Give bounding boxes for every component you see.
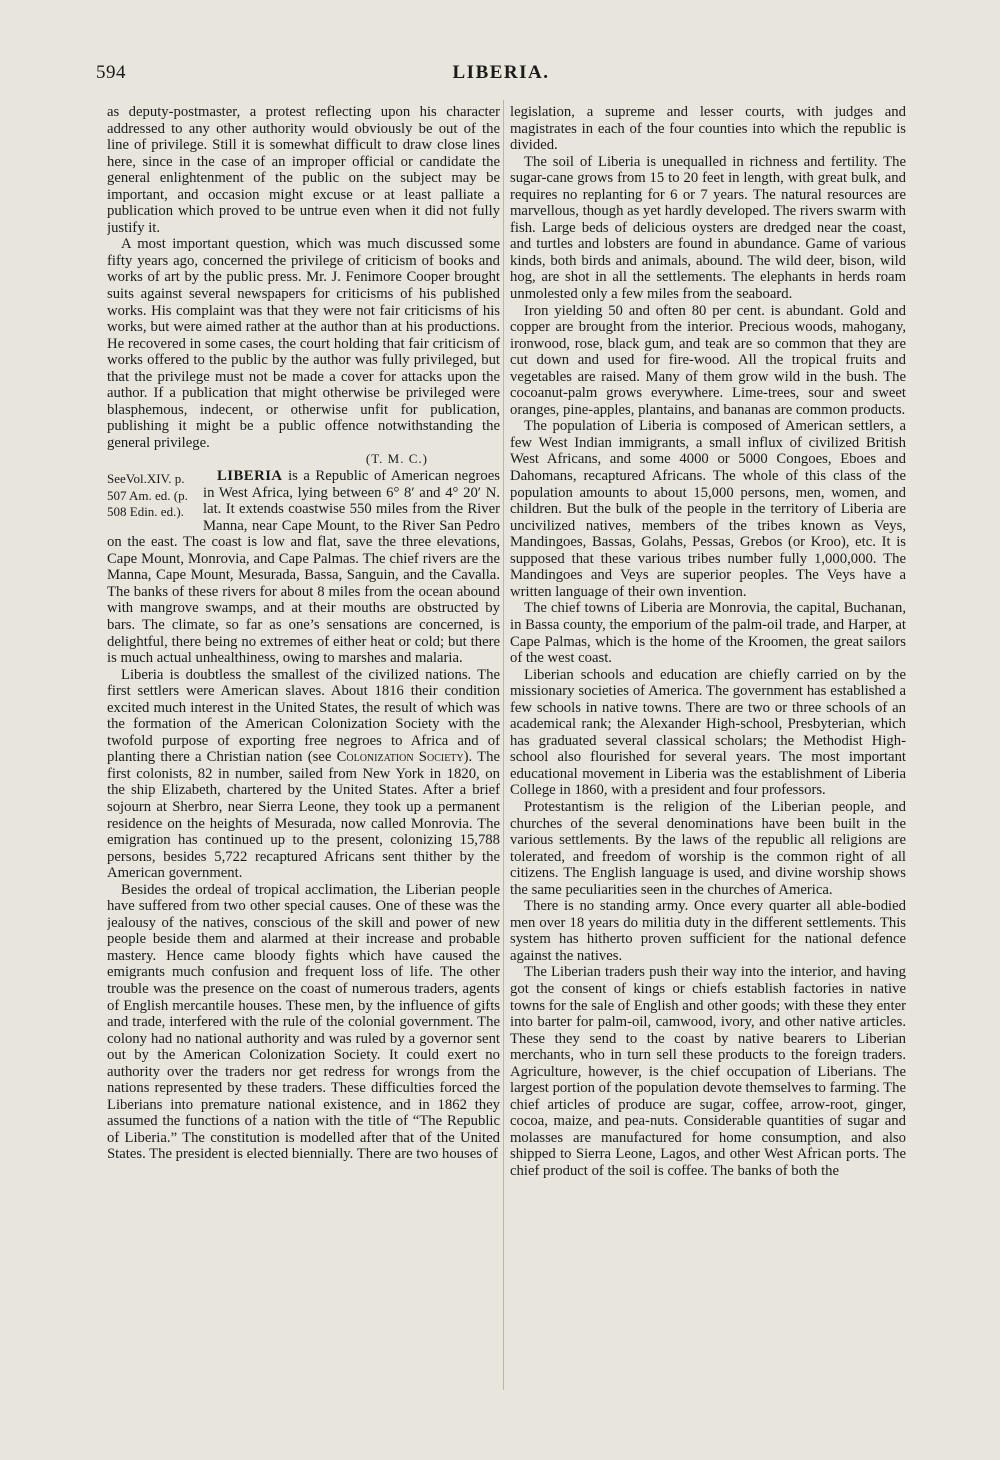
right-column bbox=[510, 104, 906, 1394]
paragraph: Iron yielding 50 and often 80 per cent. is abundant. Gold and copper are brought from the interior. Precious woods, mahogany, ironwood, rose, black gum, and teak are so common that they are cut down and used for fire-wood. All the tropical fruits and vegetables are raised. Many of them grow wild in the bush. The cocoanut-palm grows everywhere. Lime-trees, sour and sweet oranges, pine-apples, plantains, and bananas are common products. bbox=[510, 302, 906, 418]
liberia-entry-paragraph bbox=[107, 468, 500, 667]
paragraph: There is no standing army. Once every quarter all able-bodied men over 18 years do militia duty in the different settlements. This system has hitherto proven sufficient for the national defence against the natives. bbox=[510, 898, 906, 964]
author-signature: (T. M. C.) bbox=[365, 451, 428, 467]
paragraph: The Liberian traders push their way into the interior, and having got the consent of kings or chiefs establish factories in native towns for the sale of English and other goods; with these they enter into barter for palm-oil, camwood, ivory, and other native articles. These they send to the coast by native bearers to Liberian merchants, who in turn sell these products to the foreign traders. Agriculture, however, is the chief occupation of Liberians. The largest portion of the population devote themselves to farming. The chief articles of produce are sugar, coffee, arrow-root, ginger, cocoa, maize, and pea-nuts. Considerable quantities of sugar and molasses are manufactured for home consumption, and also shipped to Sierra Leone, Lagos, and other West African ports. The chief product of the soil is coffee. The banks of both the bbox=[510, 964, 906, 1179]
column-divider bbox=[503, 100, 504, 1390]
entry-heading: LIBERIA bbox=[217, 468, 283, 485]
paragraph bbox=[107, 667, 500, 882]
paragraph: The soil of Liberia is unequalled in richness and fertility. The sugar-cane grows from 15 to 20 feet in length, with great bulk, and requires no replanting for 6 or 7 years. The natural resources are marvellous, though as yet hardly developed. The rivers swarm with fish. Large beds of delicious oysters are dredged near the coast, and turtles and lobsters are found in abundance. Game of various kinds, both birds and animals, abound. The wild deer, bison, wild hog, are shot in all the settlements. The elephants in herds roam unmolested only a few miles from the seaboard. bbox=[510, 153, 906, 303]
cross-reference: Colonization Society bbox=[336, 749, 464, 766]
paragraph: Protestantism is the religion of the Liberian people, and churches of the several denominations have been built in the various settlements. By the laws of the republic all religions are tolerated, and freedom of worship is the common right of all citizens. The English language is used, and divine worship shows the same peculiarities seen in the churches of America. bbox=[510, 798, 906, 898]
text-run: Liberia is doubtless the smallest of the civilized nations. The first settlers were American slaves. About 1816 their condition excited much interest in the United States, the result of which was the formation of the American Colonization Society with the twofold purpose of exporting free negroes to Africa and of planting there a Christian nation (see bbox=[107, 666, 500, 766]
left-column bbox=[107, 104, 500, 1394]
marginal-note: SeeVol.XIV. p. 507 Am. ed. (p. 508 Edin. ed.). bbox=[107, 471, 188, 520]
paragraph: legislation, a supreme and lesser courts, with judges and magistrates in each of the four counties into which the republic is divided. bbox=[510, 104, 906, 154]
paragraph: as deputy-postmaster, a protest reflecting upon his character addressed to any other authority would obviously be out of the line of privilege. Still it is somewhat difficult to draw close lines here, since in the case of an improper official or candidate the general enlightenment of the public on the subject may be important, and occasion might excuse or at least palliate a publication which proved to be untrue even when it did not fully justify it. bbox=[107, 104, 500, 236]
text-run: ). The first colonists, 82 in number, sailed from New York in 1820, on the ship Elizabeth, chartered by the United States. After a brief sojourn at Sherbro, near Sierra Leone, they took up a permanent residence on the heights of Mesurada, now called Monrovia. The emigration has continued up to the present, colonizing 15,788 persons, besides 5,722 recaptured Africans sent thither by the American government. bbox=[107, 749, 500, 882]
paragraph: A most important question, which was much discussed some fifty years ago, concerned the privilege of criticism of books and works of art by the public press. Mr. J. Fenimore Cooper brought suits against several newspapers for criticisms of his published works. His complaint was that they were not fair criticisms of his works, but were aimed rather at the author than at his productions. He recovered in some cases, the court holding that fair criticism of works offered to the public by the author was fully privileged, but that the privilege must not be made a cover for attacks upon the author. If a publication that might otherwise be privileged were blasphemous, indecent, or otherwise unfit for publication, publishing it might be a public offence notwithstanding the general privilege. bbox=[107, 236, 500, 451]
paragraph: The population of Liberia is composed of American settlers, a few West Indian immigrants, a small influx of civilized British West Africans, and some 4000 or 5000 Congoes, Eboes and Dahomans, recaptured Africans. The whole of this class of the population amounts to about 15,000 persons, men, women, and children. But the bulk of the people in the territory of Liberia are uncivilized natives, members of the tribes known as Veys, Mandingoes, Bassas, Golahs, Pessas, Grebos (or Kroo), etc. It is supposed that these various tribes number fully 1,000,000. The Mandingoes and Veys are superior peoples. The Veys have a written language of their own invention. bbox=[510, 418, 906, 600]
paragraph: The chief towns of Liberia are Monrovia, the capital, Buchanan, in Bassa county, the emporium of the palm-oil trade, and Harper, at Cape Palmas, which is the home of the Kroomen, the great sailors of the west coast. bbox=[510, 600, 906, 667]
entry-text: is a Republic of American negroes in West Africa, lying between 6° 8′ and 4° 20′ N. lat. It extends coastwise 550 miles from the River Manna, near Cape Mount, to the River San Pedro on the east. The coast is low and flat, save the three elevations, Cape Mount, Monrovia, and Cape Palmas. The chief rivers are the Manna, Cape Mount, Mesurada, Bassa, Sanguin, and the Cavalla. The banks of these rivers for about 8 miles from the ocean abound with mangrove swamps, and at their mouths are obstructed by bars. The climate, so far as one’s sensations are concerned, is delightful, there being no extremes of either heat or cold; but there is much actual unhealthiness, owing to marshes and malaria. bbox=[107, 468, 500, 667]
page-number: 594 bbox=[96, 62, 126, 83]
page-header bbox=[96, 62, 906, 86]
running-head: LIBERIA. bbox=[452, 62, 550, 83]
paragraph: Liberian schools and education are chiefly carried on by the missionary societies of America. The government has established a few schools in native towns. There are two or three schools of an academical rank; the Alexander High-school, Presbyterian, which has graduated several classical scholars; the Methodist High-school also flourished for several years. The most important educational movement in Liberia was the establishment of Liberia College in 1860, with a president and four professors. bbox=[510, 666, 906, 799]
paragraph: Besides the ordeal of tropical acclimation, the Liberian people have suffered from two other special causes. One of these was the jealousy of the natives, conscious of the skill and power of new people beside them and alarmed at their increase and probable mastery. Hence came bloody fights which have caused the emigrants much confusion and frequent loss of life. The other trouble was the presence on the coast of numerous traders, agents of English mercantile houses. These men, by the influence of gifts and trade, interfered with the rule of the colonial government. The colony had no national authority and was ruled by a governor sent out by the American Colonization Society. It could exert no authority over the traders nor get redress for wrongs from the nations represented by these traders. These difficulties forced the Liberians into premature national existence, and in 1862 they assumed the functions of a nation with the title of “The Republic of Liberia.” The constitution is modelled after that of the United States. The president is elected biennially. There are two houses of bbox=[107, 881, 500, 1163]
